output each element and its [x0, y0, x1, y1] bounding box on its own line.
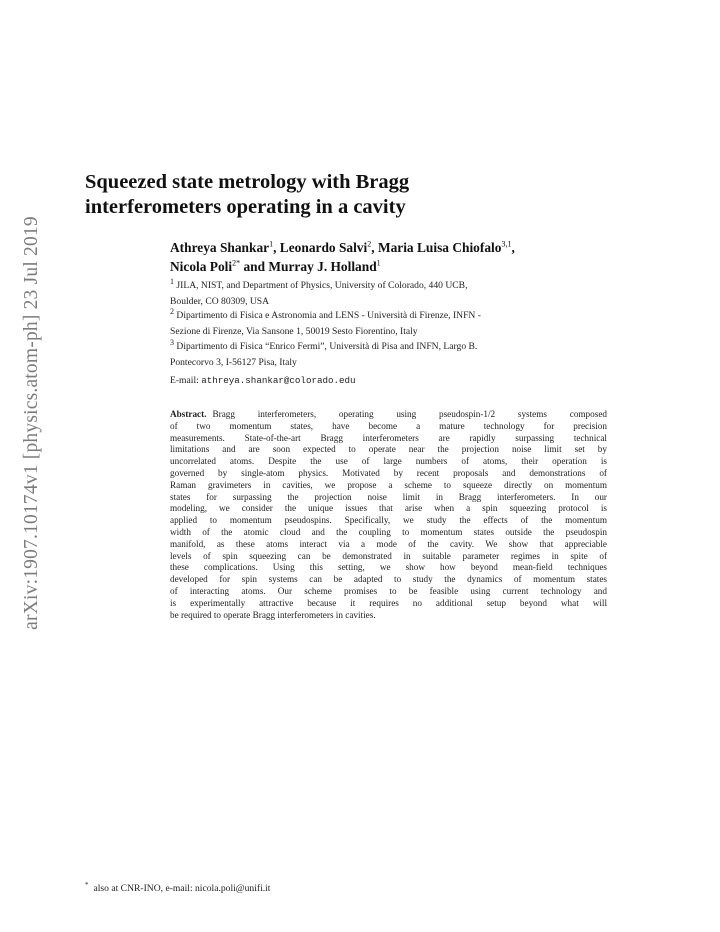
contact-email: [170, 375, 356, 386]
affiliation-line: Pontecorvo 3, I-56127 Pisa, Italy: [170, 356, 297, 368]
author-name: Athreya Shankar: [170, 240, 270, 255]
author-affiliation-mark: 1: [269, 239, 274, 249]
email-label: E-mail:: [170, 375, 199, 386]
affiliation-3: [170, 339, 630, 370]
author-name: Nicola Poli: [170, 259, 233, 274]
footnote: [85, 881, 270, 894]
affiliation-line: Sezione di Firenze, Via Sansone 1, 50019 Sesto Fiorentino, Italy: [170, 325, 418, 337]
affiliation-mark: 2: [170, 306, 174, 316]
author-separator: ,: [273, 240, 280, 255]
author-separator: ,: [511, 240, 515, 255]
abstract-line: be required to operate Bragg interferometers in cavities.: [170, 609, 376, 620]
abstract-line: states for surpassing the projection noise limit in Bragg interferometers. In our: [170, 491, 607, 502]
affiliation-2: [170, 308, 630, 339]
abstract-text: Bragg interferometers, operating using pseudospin-1/2 systems composed: [212, 409, 607, 419]
author-list: [170, 238, 630, 276]
abstract-line: governed by single-atom physics. Motivated by recent proposals and demonstrations of: [170, 467, 607, 478]
abstract-line: applied to momentum pseudospins. Specifically, we study the effects of the momentum: [170, 515, 607, 526]
abstract-line: levels of spin squeezing can be demonstrated in suitable parameter regimes in spite of: [170, 550, 607, 561]
abstract-line: limitations and are soon expected to operate near the projection noise limit set by: [170, 444, 607, 455]
abstract-heading: Abstract.: [170, 409, 207, 419]
abstract-line: modeling, we consider the unique issues that arise when a spin squeezing protocol is: [170, 503, 607, 514]
abstract-line: uncorrelated atoms. Despite the use of large numbers of atoms, their operation is: [170, 456, 607, 467]
footnote-mark: *: [85, 881, 89, 889]
abstract-line: of two momentum states, have become a mature technology for precision: [170, 420, 607, 431]
affiliation-line: Dipartimento di Fisica “Enrico Fermi”, Università di Pisa and INFN, Largo B.: [176, 341, 478, 352]
affiliation-line: Boulder, CO 80309, USA: [170, 295, 270, 307]
affiliation-mark: 1: [170, 276, 174, 286]
affiliation-line: Dipartimento di Fisica e Astronomia and LENS - Università di Firenze, INFN -: [176, 310, 481, 321]
author-affiliation-mark: 2: [367, 239, 372, 249]
abstract-line: these complications. Using this setting, we show how beyond mean-field techniques: [170, 562, 607, 573]
abstract: [170, 409, 607, 621]
title-line: Squeezed state metrology with Bragg: [85, 171, 410, 193]
affiliation-line: JILA, NIST, and Department of Physics, University of Colorado, 440 UCB,: [176, 280, 468, 291]
author-name: Murray J. Holland: [268, 259, 377, 274]
abstract-line: developed for spin systems can be adapted to study the dynamics of momentum states: [170, 574, 607, 585]
abstract-line: width of the atomic cloud and the coupling to momentum states outside the pseudospin: [170, 526, 607, 537]
abstract-line: measurements. State-of-the-art Bragg interferometers are rapidly surpassing technical: [170, 432, 607, 443]
author-separator: ,: [371, 240, 378, 255]
affiliation-mark: 3: [170, 337, 174, 347]
footnote-text: also at CNR-INO, e-mail: nicola.poli@unifi.it: [93, 883, 271, 895]
author-affiliation-mark: 1: [376, 258, 381, 268]
email-address[interactable]: athreya.shankar@colorado.edu: [201, 375, 356, 386]
abstract-line: is experimentally attractive because it requires no additional setup beyond what will: [170, 597, 607, 608]
abstract-line: [170, 409, 607, 421]
paper-title: [85, 170, 505, 220]
abstract-line: Raman gravimeters in cavities, we propose a scheme to squeeze directly on momentum: [170, 479, 607, 490]
abstract-line: manifold, as these atoms interact via a mode of the cavity. We show that appreciable: [170, 538, 607, 549]
author-affiliation-mark: 3,1: [501, 239, 512, 249]
abstract-line: of interacting atoms. Our scheme promises to be feasible using current technology and: [170, 585, 607, 596]
title-line: interferometers operating in a cavity: [85, 196, 406, 218]
affiliation-1: [170, 278, 630, 309]
arxiv-sidebar-stamp: [12, 188, 52, 658]
arxiv-identifier: arXiv:1907.10174v1 [physics.atom-ph] 23 Jul 2019: [21, 216, 42, 630]
author-affiliation-mark: 2*: [232, 258, 241, 268]
author-name: Leonardo Salvi: [279, 240, 368, 255]
author-separator: and: [240, 259, 269, 274]
author-name: Maria Luisa Chiofalo: [377, 240, 502, 255]
